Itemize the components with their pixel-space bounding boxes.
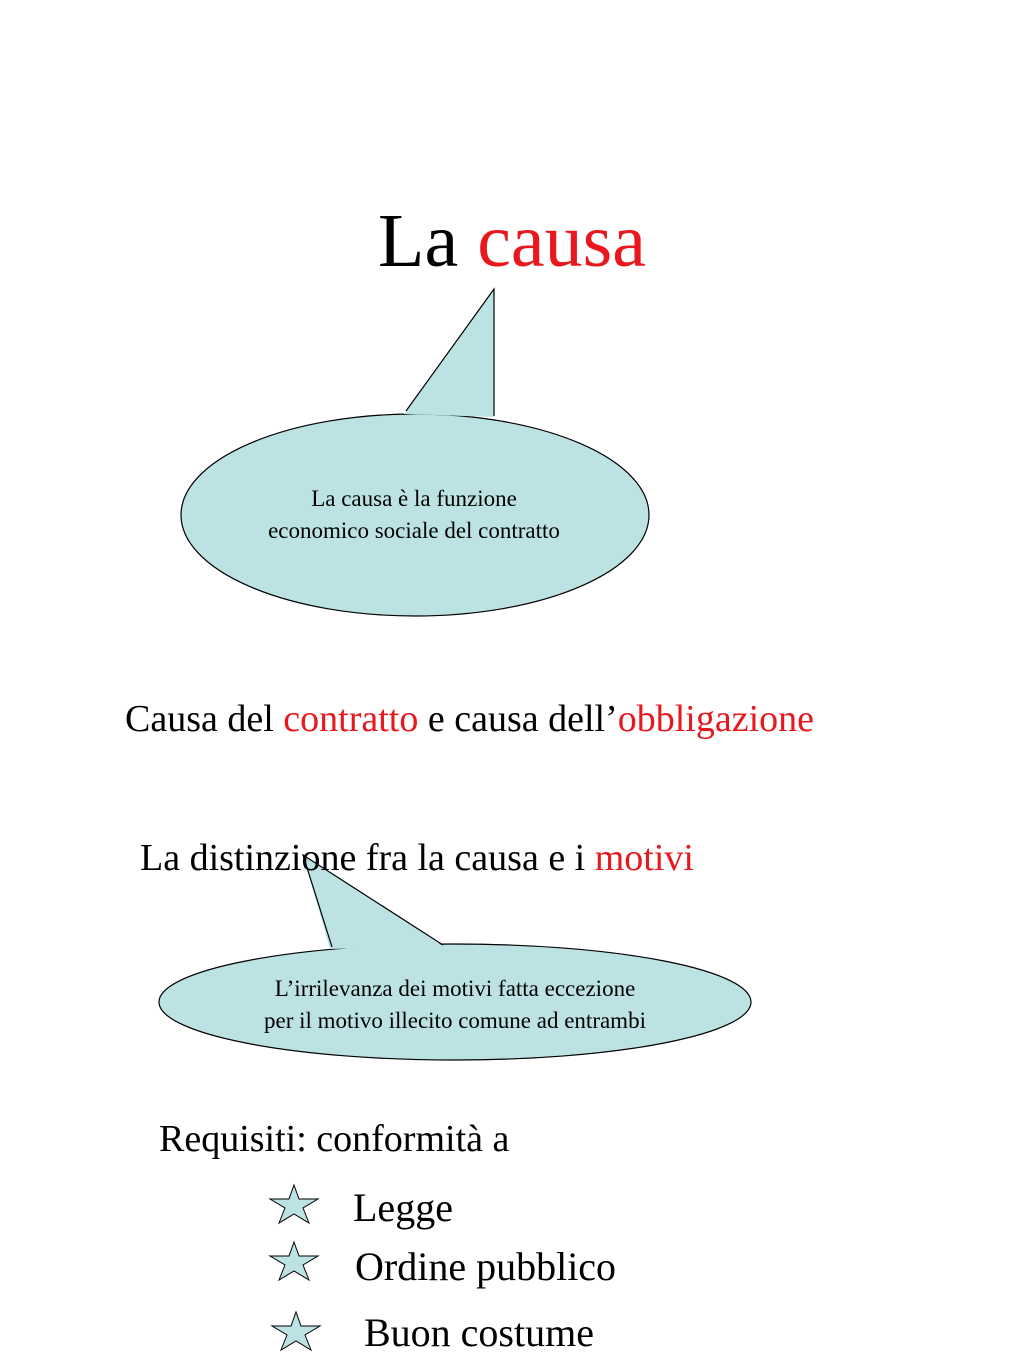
- callout-causa-text: [214, 483, 614, 547]
- requirement-item-legge: Legge: [353, 1185, 453, 1230]
- callout-causa-line-1: La causa è la funzione: [311, 486, 517, 511]
- callout-causa-line-2: economico sociale del contratto: [268, 518, 560, 543]
- contract-cause-line: [125, 696, 814, 742]
- requirement-item-buon-costume: Buon costume: [364, 1310, 594, 1355]
- callout-motivi-text: [180, 973, 730, 1037]
- star-icon: [270, 1310, 322, 1352]
- star-icon: [268, 1240, 320, 1282]
- motives-distinction-part-1: La distinzione fra la causa e i: [140, 837, 586, 879]
- title-highlight: causa: [477, 199, 646, 283]
- callout-motivi-line-1: L’irrilevanza dei motivi fatta eccezione: [274, 976, 636, 1001]
- contract-cause-part-1: Causa del: [125, 698, 274, 740]
- motives-distinction-line: [140, 835, 694, 881]
- contract-cause-highlight-2: obbligazione: [617, 698, 815, 740]
- callout-bubble-causa: [181, 289, 649, 616]
- requirements-heading: Requisiti: conformità a: [159, 1118, 510, 1160]
- requirement-item-ordine-pubblico: Ordine pubblico: [355, 1244, 617, 1289]
- star-icon: [268, 1183, 320, 1225]
- contract-cause-highlight-1: contratto: [283, 698, 419, 740]
- title-prefix: La: [378, 199, 459, 283]
- contract-cause-part-2: e causa dell’: [427, 698, 618, 740]
- callout-motivi-line-2: per il motivo illecito comune ad entrambi: [264, 1008, 646, 1033]
- motives-distinction-highlight: motivi: [594, 837, 694, 879]
